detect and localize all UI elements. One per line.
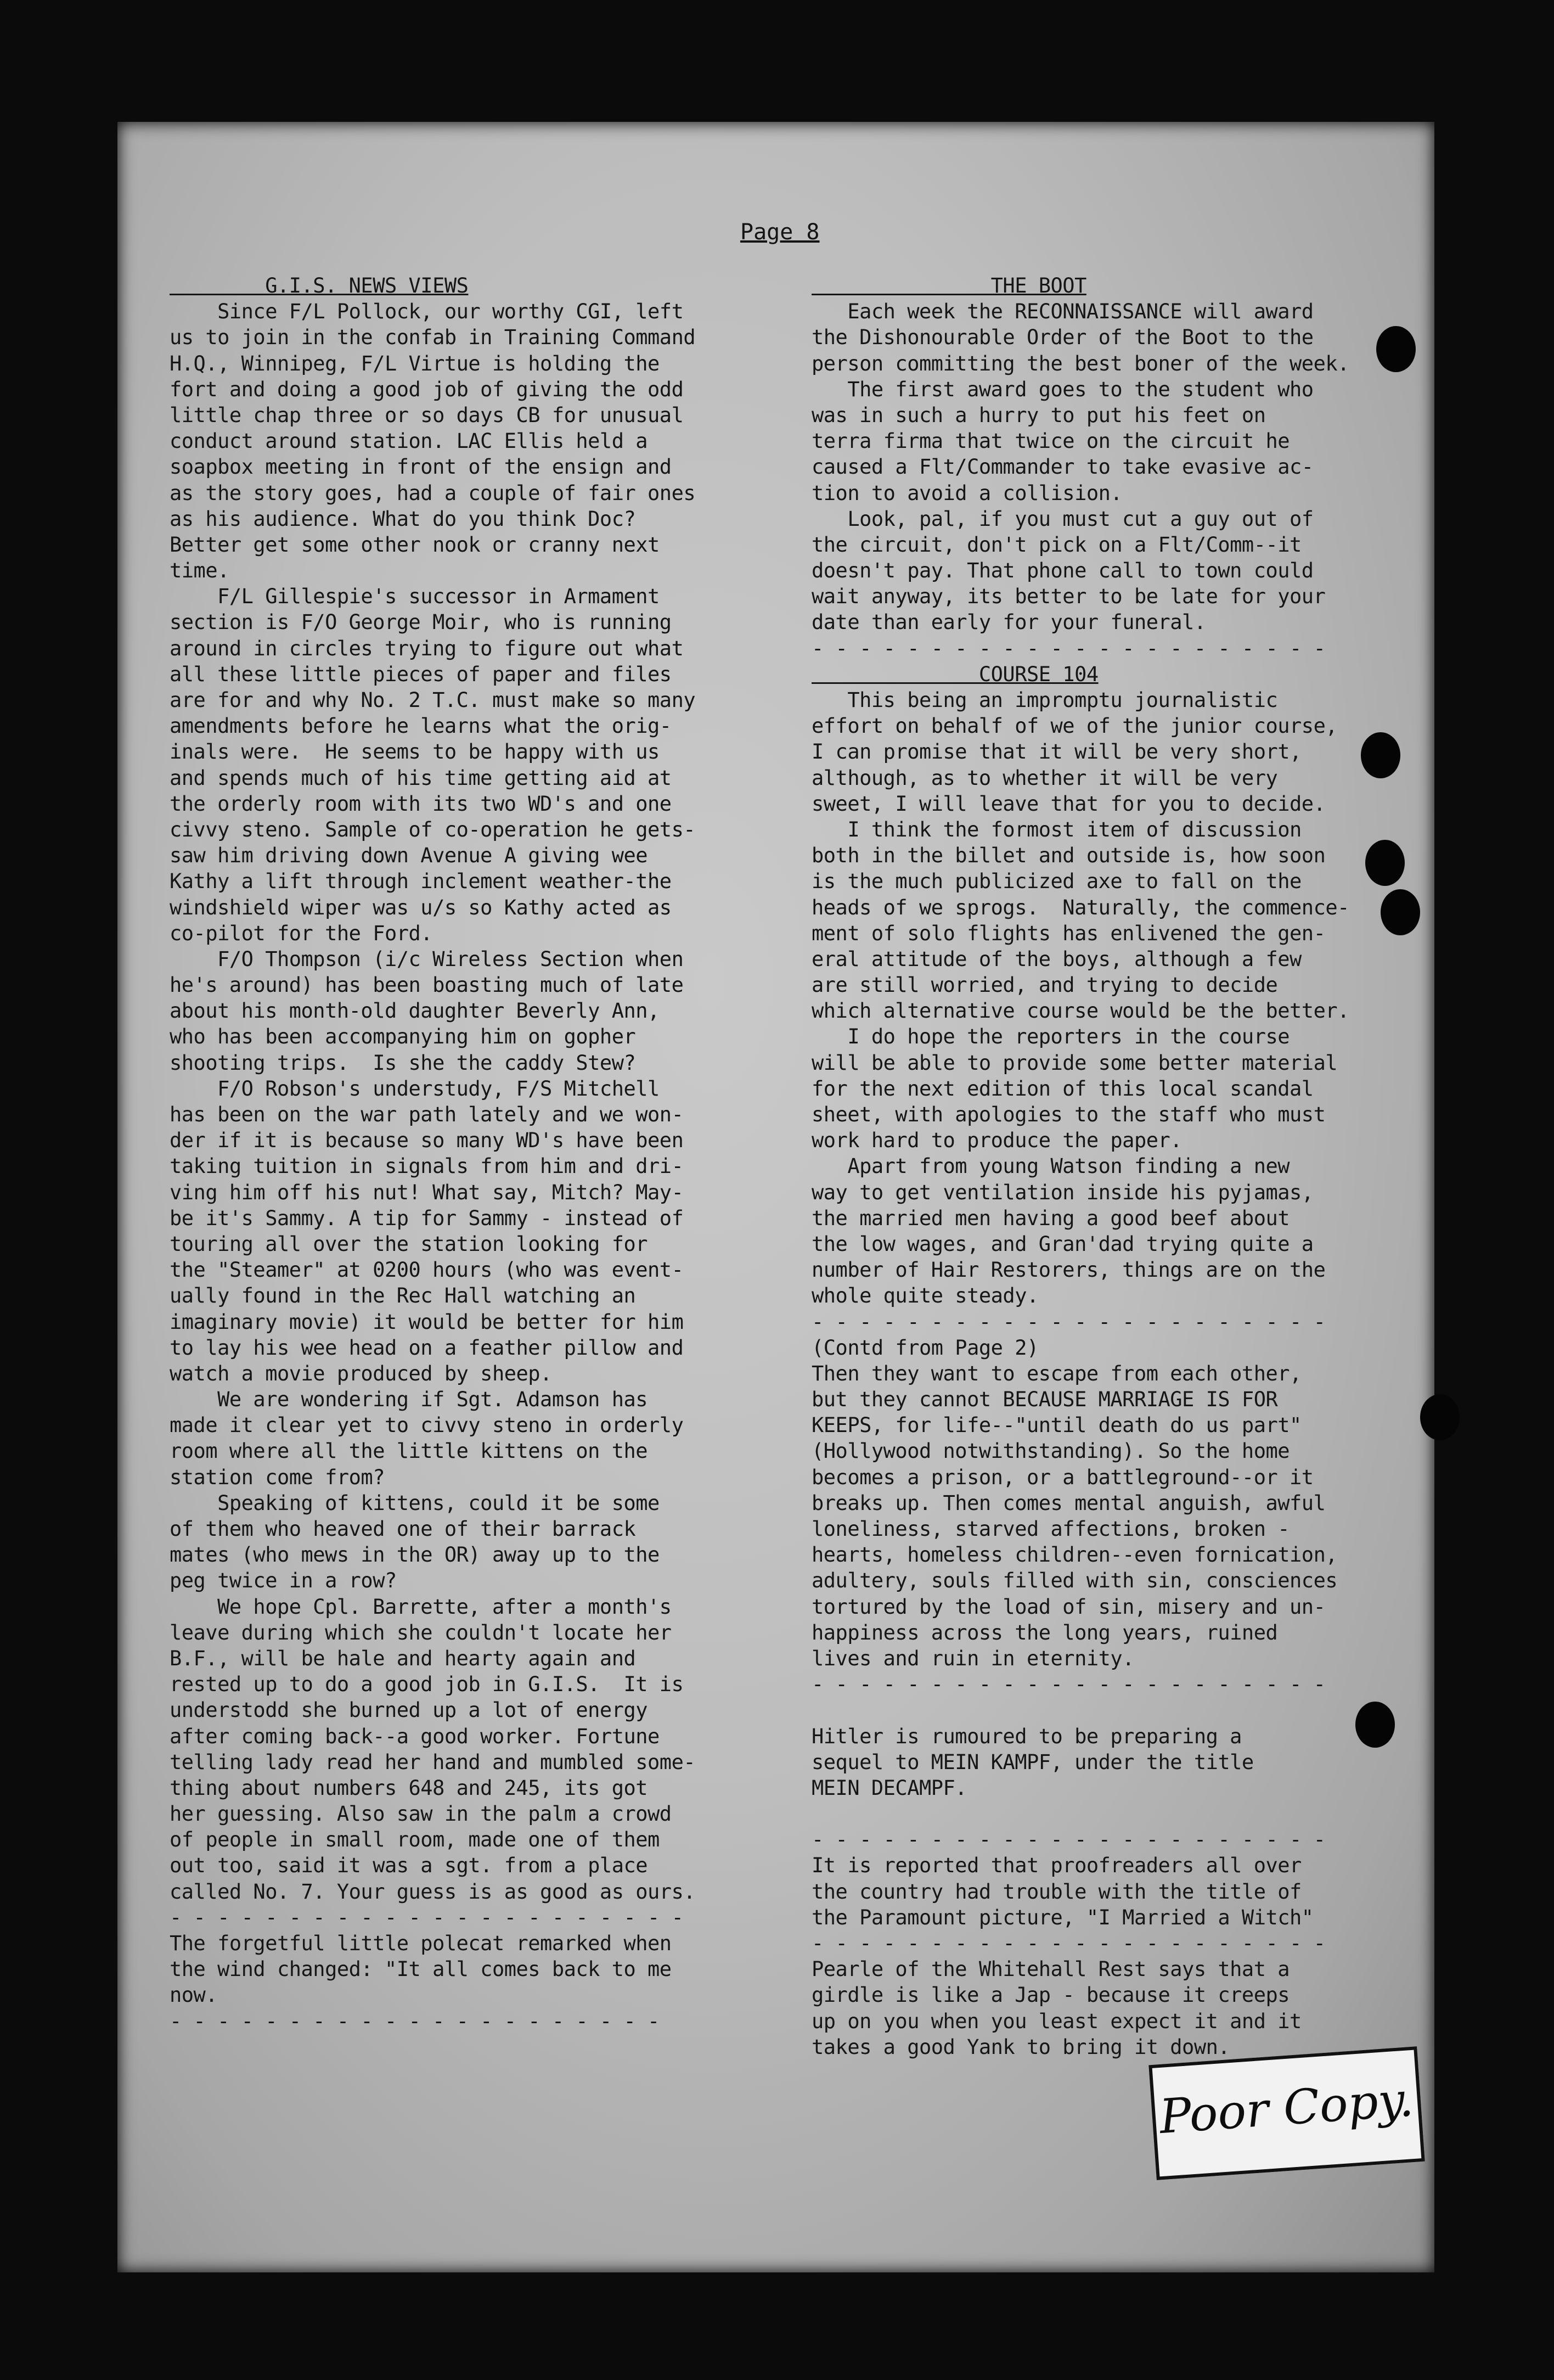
text-line: up on you when you least expect it and it [812,2009,1302,2033]
text-line: touring all over the station looking for [170,1232,648,1256]
text-line [812,1697,1404,1723]
text-line: amendments before he learns what the orig- [170,714,672,738]
text-line: We hope Cpl. Barrette, after a month's [170,1595,672,1619]
text-line: be it's Sammy. A tip for Sammy - instead of [170,1206,684,1230]
text-line: both in the billet and outside is, how soon [812,844,1326,868]
text-line: will be able to provide some better material [812,1051,1338,1075]
text-line: her guessing. Also saw in the palm a crowd [170,1802,672,1826]
page-number: Page 8 [740,220,820,245]
text-line: has been on the war path lately and we won- [170,1103,684,1126]
text-line: eral attitude of the boys, although a few [812,947,1302,971]
left-column [170,273,801,2034]
text-line: ving him off his nut! What say, Mitch? May- [170,1180,684,1204]
text-line: mates (who mews in the OR) away up to the [170,1543,660,1567]
text-line: the orderly room with its two WD's and one [170,792,672,816]
text-line: co-pilot for the Ford. [170,921,433,945]
text-line: number of Hair Restorers, things are on the [812,1258,1326,1282]
text-line: breaks up. Then comes mental anguish, awful [812,1491,1326,1515]
text-line: doesn't pay. That phone call to town could [812,559,1314,583]
text-line: rested up to do a good job in G.I.S. It is [170,1672,684,1697]
right-column [812,273,1404,2060]
text-line: sheet, with apologies to the staff who must [812,1103,1326,1126]
text-line: little chap three or so days CB for unusual [170,403,684,427]
text-line: - - - - - - - - - - - - - - - - - - - - - - [812,1828,1326,1852]
text-line: the Dishonourable Order of the Boot to the [812,325,1314,350]
text-line: caused a Flt/Commander to take evasive ac- [812,455,1314,479]
text-line: fort and doing a good job of giving the odd [170,377,684,401]
text-line: The first award goes to the student who [812,377,1314,401]
text-line: room where all the little kittens on the [170,1439,648,1463]
text-line: ment of solo flights has enlivened the gen- [812,921,1326,945]
text-line: tion to avoid a collision. [812,481,1123,505]
text-line: girdle is like a Jap - because it creeps [812,1983,1290,2007]
text-line: der if it is because so many WD's have been [170,1129,684,1153]
text-line: date than early for your funeral. [812,610,1206,635]
text-line: which alternative course would be the better. [812,999,1349,1023]
text-line: watch a movie produced by sheep. [170,1361,552,1385]
text-line: peg twice in a row? [170,1569,397,1593]
text-line: civvy steno. Sample of co-operation he gets- [170,817,696,841]
text-line: of them who heaved one of their barrack [170,1517,636,1541]
text-line: but they cannot BECAUSE MARRIAGE IS FOR [812,1388,1278,1412]
text-line: to lay his wee head on a feather pillow and [170,1335,684,1360]
text-line: all these little pieces of paper and files [170,662,672,686]
text-line: - - - - - - - - - - - - - - - - - - - - - - [812,1310,1326,1334]
text-line: was in such a hurry to put his feet on [812,403,1266,427]
text-line: conduct around station. LAC Ellis held a [170,429,648,453]
section-heading: G.I.S. NEWS VIEWS [170,274,469,298]
text-line: who has been accompanying him on gopher [170,1025,636,1049]
text-line: the country had trouble with the title of [812,1879,1302,1904]
text-line: sweet, I will leave that for you to decide. [812,792,1326,816]
text-line: is the much publicized axe to fall on the [812,869,1302,894]
text-line: Hitler is rumoured to be preparing a [812,1724,1242,1748]
section-heading: THE BOOT [812,274,1086,298]
text-line: (Hollywood notwithstanding). So the home [812,1439,1290,1463]
punch-hole [1365,840,1405,886]
section-heading: COURSE 104 [812,662,1099,686]
text-line: of people in small room, made one of them [170,1828,660,1852]
text-line: soapbox meeting in front of the ensign and [170,455,672,479]
text-line: thing about numbers 648 and 245, its got [170,1776,648,1800]
text-line: the Paramount picture, "I Married a Witch" [812,1905,1314,1929]
text-line: The forgetful little polecat remarked when [170,1932,672,1955]
text-line: he's around) has been boasting much of late [170,973,684,997]
text-line: as his audience. What do you think Doc? [170,507,636,531]
punch-hole [1376,326,1416,372]
punch-hole [1381,889,1420,935]
text-line: ually found in the Rec Hall watching an [170,1284,636,1308]
text-line: out too, said it was a sgt. from a place [170,1854,648,1878]
text-line [812,1801,1404,1827]
text-line: Each week the RECONNAISSANCE will award [812,300,1314,324]
text-line: whole quite steady. [812,1284,1039,1308]
text-line: as the story goes, had a couple of fair ones [170,481,696,505]
text-line: - - - - - - - - - - - - - - - - - - - - - - [812,1932,1326,1955]
text-line: and spends much of his time getting aid at [170,766,672,790]
text-line: B.F., will be hale and hearty again and [170,1646,636,1670]
text-line: the wind changed: "It all comes back to me [170,1957,672,1982]
text-line: telling lady read her hand and mumbled some- [170,1750,696,1774]
text-line: It is reported that proofreaders all over [812,1854,1302,1878]
stamp-handwriting: Poor Copy. [1157,2072,1416,2145]
text-line: now. [170,1983,218,2007]
text-line: Look, pal, if you must cut a guy out of [812,507,1314,531]
text-line: Apart from young Watson finding a new [812,1154,1290,1178]
text-line: windshield wiper was u/s so Kathy acted as [170,895,672,919]
text-line: KEEPS, for life--"until death do us part" [812,1413,1302,1438]
text-line: terra firma that twice on the circuit he [812,429,1290,453]
text-line: This being an impromptu journalistic [812,688,1278,712]
text-line: I can promise that it will be very short, [812,740,1302,764]
text-line: Speaking of kittens, could it be some [170,1491,660,1515]
text-line: effort on behalf of we of the junior course, [812,714,1338,738]
text-line: lives and ruin in eternity. [812,1646,1134,1670]
text-line: time. [170,559,229,583]
text-line: becomes a prison, or a battleground--or it [812,1465,1314,1489]
text-line: us to join in the confab in Training Command [170,325,696,350]
text-line: work hard to produce the paper. [812,1129,1183,1153]
document-page [117,122,1434,2272]
text-line: the low wages, and Gran'dad trying quite a [812,1232,1314,1256]
text-line: way to get ventilation inside his pyjamas, [812,1180,1314,1204]
text-line: made it clear yet to civvy steno in orderly [170,1413,684,1438]
text-line: adultery, souls filled with sin, consciences [812,1569,1338,1593]
text-line: hearts, homeless children--even fornication, [812,1543,1338,1567]
text-line: Since F/L Pollock, our worthy CGI, left [170,300,684,324]
text-line: Then they want to escape from each other, [812,1361,1302,1385]
text-line: Pearle of the Whitehall Rest says that a [812,1957,1290,1982]
text-line: called No. 7. Your guess is as good as ours. [170,1879,696,1904]
text-line: Kathy a lift through inclement weather-the [170,869,672,894]
text-line: around in circles trying to figure out what [170,636,684,660]
text-line: although, as to whether it will be very [812,766,1278,790]
text-line: takes a good Yank to bring it down. [812,2035,1230,2059]
text-line: loneliness, starved affections, broken - [812,1517,1290,1541]
punch-hole [1420,1394,1460,1440]
text-line: F/L Gillespie's successor in Armament [170,585,660,609]
text-line: heads of we sprogs. Naturally, the commence- [812,895,1349,919]
text-line: the circuit, don't pick on a Flt/Comm--it [812,532,1302,557]
text-line: F/O Robson's understudy, F/S Mitchell [170,1076,660,1101]
text-line: We are wondering if Sgt. Adamson has [170,1388,648,1412]
punch-hole [1355,1702,1395,1748]
text-line: the married men having a good beef about [812,1206,1290,1230]
text-line: tortured by the load of sin, misery and un- [812,1595,1326,1619]
text-line: station come from? [170,1465,385,1489]
text-line: taking tuition in signals from him and dri- [170,1154,684,1178]
text-line: about his month-old daughter Beverly Ann, [170,999,660,1023]
text-line: understodd she burned up a lot of energy [170,1698,648,1722]
text-line: person committing the best boner of the week. [812,351,1349,375]
text-line: sequel to MEIN KAMPF, under the title [812,1750,1254,1774]
text-line: - - - - - - - - - - - - - - - - - - - - - - [812,1672,1326,1697]
text-line: - - - - - - - - - - - - - - - - - - - - - [170,2009,660,2033]
text-line: I think the formost item of discussion [812,817,1302,841]
text-line: after coming back--a good worker. Fortune [170,1724,660,1748]
text-line: wait anyway, its better to be late for your [812,585,1326,609]
text-line: MEIN DECAMPF. [812,1776,967,1800]
text-line: happiness across the long years, ruined [812,1620,1278,1644]
text-line: - - - - - - - - - - - - - - - - - - - - - - [812,636,1326,660]
text-line: inals were. He seems to be happy with us [170,740,660,764]
text-line: I do hope the reporters in the course [812,1025,1290,1049]
text-line: imaginary movie) it would be better for him [170,1310,684,1334]
text-line: shooting trips. Is she the caddy Stew? [170,1051,636,1075]
text-line: for the next edition of this local scandal [812,1076,1314,1101]
text-line: section is F/O George Moir, who is running [170,610,672,635]
text-line: H.Q., Winnipeg, F/L Virtue is holding the [170,351,660,375]
text-line: F/O Thompson (i/c Wireless Section when [170,947,684,971]
text-line: - - - - - - - - - - - - - - - - - - - - - - [170,1905,684,1929]
text-line: (Contd from Page 2) [812,1335,1039,1360]
text-line: saw him driving down Avenue A giving wee [170,844,648,868]
poor-copy-stamp [1148,2046,1424,2180]
text-line: are still worried, and trying to decide [812,973,1278,997]
text-line: Better get some other nook or cranny next [170,532,660,557]
text-line: the "Steamer" at 0200 hours (who was event- [170,1258,684,1282]
punch-hole [1361,732,1400,778]
text-line: are for and why No. 2 T.C. must make so many [170,688,696,712]
text-line: leave during which she couldn't locate her [170,1620,672,1644]
